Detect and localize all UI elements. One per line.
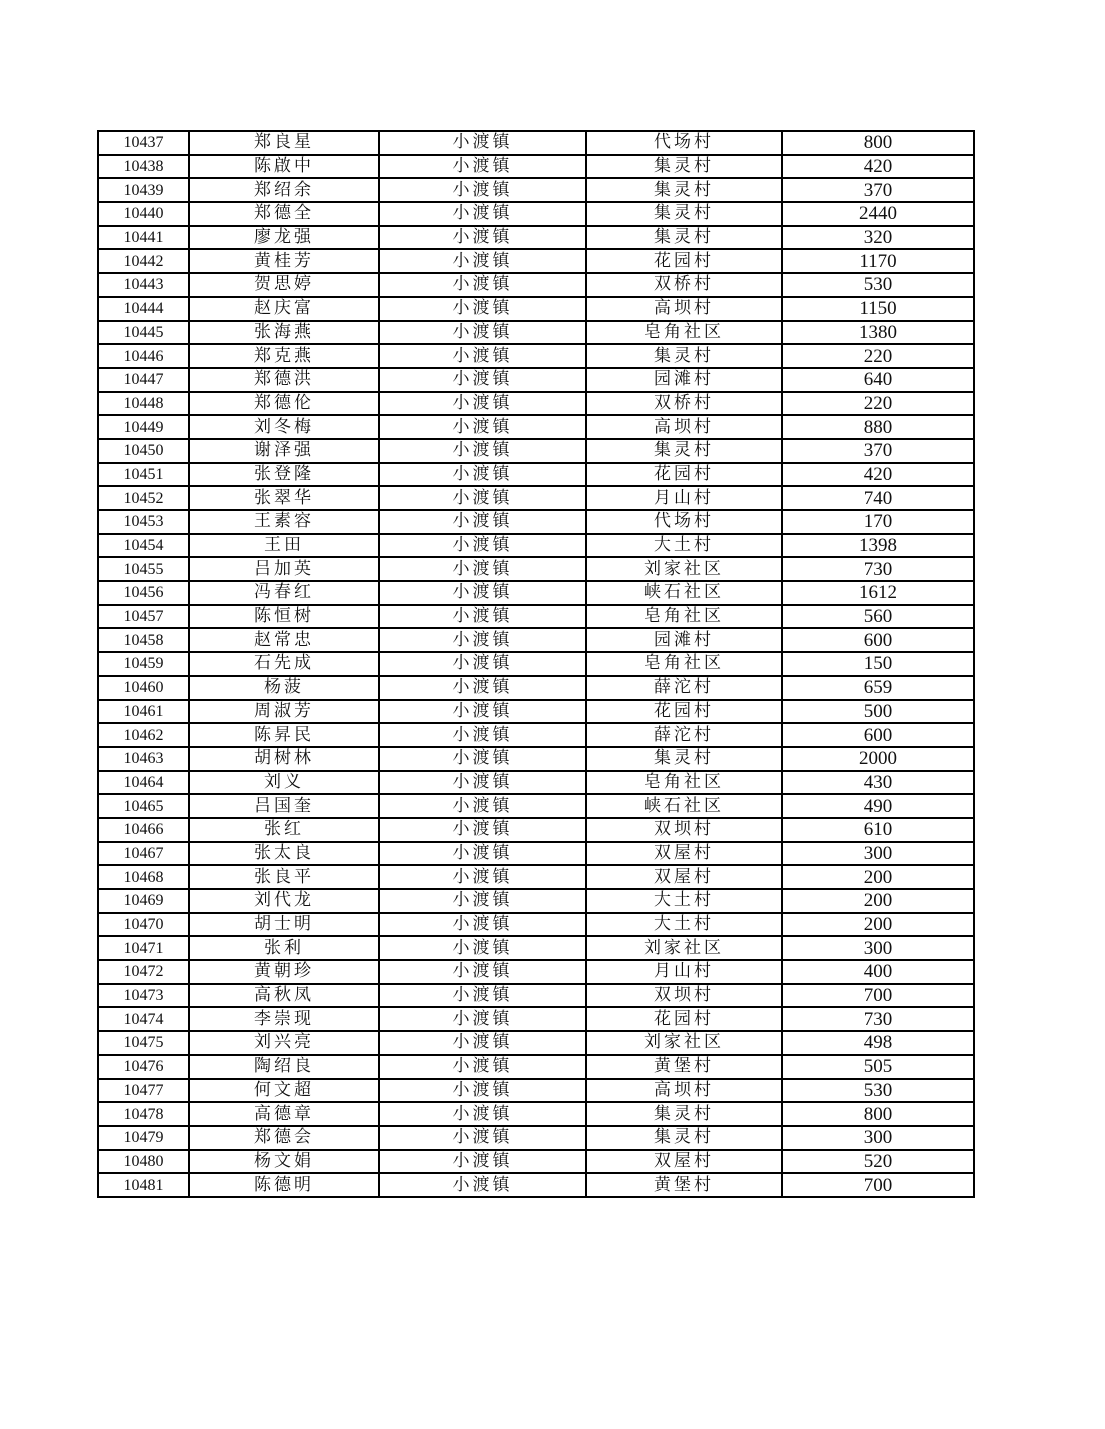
table-row	[98, 463, 974, 487]
amount-cell: 530	[782, 273, 974, 297]
table-row	[98, 889, 974, 913]
table-row	[98, 960, 974, 984]
amount-cell: 1380	[782, 321, 974, 345]
village-cell: 刘家社区	[586, 936, 782, 960]
town-cell: 小渡镇	[379, 297, 586, 321]
row-id-cell: 10460	[98, 676, 189, 700]
row-id-cell: 10479	[98, 1126, 189, 1150]
town-cell: 小渡镇	[379, 1102, 586, 1126]
town-cell: 小渡镇	[379, 747, 586, 771]
amount-cell: 200	[782, 913, 974, 937]
town-cell: 小渡镇	[379, 581, 586, 605]
village-cell: 集灵村	[586, 1102, 782, 1126]
table-row	[98, 131, 974, 155]
data-table	[97, 130, 975, 1198]
amount-cell: 740	[782, 486, 974, 510]
table-row	[98, 368, 974, 392]
town-cell: 小渡镇	[379, 392, 586, 416]
village-cell: 月山村	[586, 486, 782, 510]
table-row	[98, 676, 974, 700]
village-cell: 双屋村	[586, 865, 782, 889]
amount-cell: 370	[782, 178, 974, 202]
town-cell: 小渡镇	[379, 226, 586, 250]
town-cell: 小渡镇	[379, 700, 586, 724]
name-cell: 陈德明	[189, 1173, 379, 1197]
amount-cell: 400	[782, 960, 974, 984]
amount-cell: 600	[782, 723, 974, 747]
town-cell: 小渡镇	[379, 273, 586, 297]
town-cell: 小渡镇	[379, 771, 586, 795]
amount-cell: 600	[782, 628, 974, 652]
amount-cell: 730	[782, 1007, 974, 1031]
name-cell: 王素容	[189, 510, 379, 534]
row-id-cell: 10450	[98, 439, 189, 463]
village-cell: 皂角社区	[586, 605, 782, 629]
name-cell: 刘代龙	[189, 889, 379, 913]
village-cell: 双屋村	[586, 842, 782, 866]
village-cell: 花园村	[586, 700, 782, 724]
name-cell: 张太良	[189, 842, 379, 866]
village-cell: 双坝村	[586, 818, 782, 842]
name-cell: 郑良星	[189, 131, 379, 155]
amount-cell: 800	[782, 1102, 974, 1126]
village-cell: 集灵村	[586, 178, 782, 202]
name-cell: 郑德伦	[189, 392, 379, 416]
town-cell: 小渡镇	[379, 889, 586, 913]
town-cell: 小渡镇	[379, 155, 586, 179]
town-cell: 小渡镇	[379, 628, 586, 652]
town-cell: 小渡镇	[379, 202, 586, 226]
row-id-cell: 10443	[98, 273, 189, 297]
row-id-cell: 10476	[98, 1055, 189, 1079]
village-cell: 集灵村	[586, 344, 782, 368]
town-cell: 小渡镇	[379, 605, 586, 629]
amount-cell: 500	[782, 700, 974, 724]
row-id-cell: 10459	[98, 652, 189, 676]
village-cell: 花园村	[586, 249, 782, 273]
table-row	[98, 557, 974, 581]
amount-cell: 2440	[782, 202, 974, 226]
town-cell: 小渡镇	[379, 652, 586, 676]
amount-cell: 700	[782, 984, 974, 1008]
town-cell: 小渡镇	[379, 439, 586, 463]
table-row	[98, 1031, 974, 1055]
village-cell: 高坝村	[586, 415, 782, 439]
row-id-cell: 10438	[98, 155, 189, 179]
town-cell: 小渡镇	[379, 415, 586, 439]
name-cell: 张红	[189, 818, 379, 842]
amount-cell: 420	[782, 463, 974, 487]
village-cell: 双桥村	[586, 392, 782, 416]
table-row	[98, 178, 974, 202]
row-id-cell: 10466	[98, 818, 189, 842]
town-cell: 小渡镇	[379, 913, 586, 937]
table-row	[98, 1102, 974, 1126]
amount-cell: 170	[782, 510, 974, 534]
amount-cell: 730	[782, 557, 974, 581]
name-cell: 冯春红	[189, 581, 379, 605]
amount-cell: 200	[782, 889, 974, 913]
name-cell: 高秋凤	[189, 984, 379, 1008]
town-cell: 小渡镇	[379, 1150, 586, 1174]
table-row	[98, 510, 974, 534]
village-cell: 刘家社区	[586, 1031, 782, 1055]
town-cell: 小渡镇	[379, 131, 586, 155]
row-id-cell: 10440	[98, 202, 189, 226]
table-row	[98, 771, 974, 795]
amount-cell: 300	[782, 936, 974, 960]
table-row	[98, 605, 974, 629]
amount-cell: 640	[782, 368, 974, 392]
name-cell: 吕国奎	[189, 794, 379, 818]
row-id-cell: 10470	[98, 913, 189, 937]
row-id-cell: 10447	[98, 368, 189, 392]
village-cell: 皂角社区	[586, 771, 782, 795]
village-cell: 集灵村	[586, 439, 782, 463]
village-cell: 园滩村	[586, 368, 782, 392]
village-cell: 黄堡村	[586, 1055, 782, 1079]
row-id-cell: 10453	[98, 510, 189, 534]
table-body	[98, 131, 974, 1197]
row-id-cell: 10463	[98, 747, 189, 771]
name-cell: 杨菠	[189, 676, 379, 700]
amount-cell: 505	[782, 1055, 974, 1079]
name-cell: 胡士明	[189, 913, 379, 937]
amount-cell: 530	[782, 1079, 974, 1103]
town-cell: 小渡镇	[379, 936, 586, 960]
village-cell: 集灵村	[586, 226, 782, 250]
name-cell: 郑绍余	[189, 178, 379, 202]
amount-cell: 220	[782, 392, 974, 416]
amount-cell: 880	[782, 415, 974, 439]
name-cell: 陈昇民	[189, 723, 379, 747]
name-cell: 周淑芳	[189, 700, 379, 724]
table-row	[98, 984, 974, 1008]
row-id-cell: 10455	[98, 557, 189, 581]
table-row	[98, 344, 974, 368]
village-cell: 薛沱村	[586, 723, 782, 747]
village-cell: 黄堡村	[586, 1173, 782, 1197]
table-row	[98, 842, 974, 866]
name-cell: 杨文娟	[189, 1150, 379, 1174]
village-cell: 代场村	[586, 131, 782, 155]
amount-cell: 560	[782, 605, 974, 629]
amount-cell: 800	[782, 131, 974, 155]
village-cell: 高坝村	[586, 297, 782, 321]
table-row	[98, 1079, 974, 1103]
amount-cell: 520	[782, 1150, 974, 1174]
table-row	[98, 581, 974, 605]
row-id-cell: 10474	[98, 1007, 189, 1031]
village-cell: 集灵村	[586, 202, 782, 226]
town-cell: 小渡镇	[379, 676, 586, 700]
village-cell: 花园村	[586, 1007, 782, 1031]
row-id-cell: 10481	[98, 1173, 189, 1197]
name-cell: 贺思婷	[189, 273, 379, 297]
town-cell: 小渡镇	[379, 486, 586, 510]
town-cell: 小渡镇	[379, 534, 586, 558]
town-cell: 小渡镇	[379, 865, 586, 889]
row-id-cell: 10468	[98, 865, 189, 889]
village-cell: 集灵村	[586, 747, 782, 771]
village-cell: 薛沱村	[586, 676, 782, 700]
town-cell: 小渡镇	[379, 723, 586, 747]
table-row	[98, 534, 974, 558]
row-id-cell: 10457	[98, 605, 189, 629]
table-row	[98, 202, 974, 226]
name-cell: 郑德会	[189, 1126, 379, 1150]
row-id-cell: 10472	[98, 960, 189, 984]
town-cell: 小渡镇	[379, 178, 586, 202]
row-id-cell: 10471	[98, 936, 189, 960]
row-id-cell: 10464	[98, 771, 189, 795]
row-id-cell: 10475	[98, 1031, 189, 1055]
amount-cell: 300	[782, 1126, 974, 1150]
town-cell: 小渡镇	[379, 1031, 586, 1055]
row-id-cell: 10458	[98, 628, 189, 652]
town-cell: 小渡镇	[379, 1079, 586, 1103]
name-cell: 高德章	[189, 1102, 379, 1126]
town-cell: 小渡镇	[379, 368, 586, 392]
name-cell: 何文超	[189, 1079, 379, 1103]
name-cell: 谢泽强	[189, 439, 379, 463]
amount-cell: 220	[782, 344, 974, 368]
amount-cell: 2000	[782, 747, 974, 771]
table-row	[98, 226, 974, 250]
amount-cell: 430	[782, 771, 974, 795]
name-cell: 胡树林	[189, 747, 379, 771]
name-cell: 刘冬梅	[189, 415, 379, 439]
name-cell: 黄朝珍	[189, 960, 379, 984]
table-row	[98, 1126, 974, 1150]
amount-cell: 490	[782, 794, 974, 818]
row-id-cell: 10454	[98, 534, 189, 558]
amount-cell: 420	[782, 155, 974, 179]
row-id-cell: 10478	[98, 1102, 189, 1126]
name-cell: 赵庆富	[189, 297, 379, 321]
amount-cell: 1612	[782, 581, 974, 605]
name-cell: 陈恒树	[189, 605, 379, 629]
town-cell: 小渡镇	[379, 510, 586, 534]
name-cell: 郑德洪	[189, 368, 379, 392]
amount-cell: 370	[782, 439, 974, 463]
amount-cell: 300	[782, 842, 974, 866]
town-cell: 小渡镇	[379, 960, 586, 984]
name-cell: 廖龙强	[189, 226, 379, 250]
table-row	[98, 818, 974, 842]
town-cell: 小渡镇	[379, 321, 586, 345]
village-cell: 峡石社区	[586, 581, 782, 605]
table-row	[98, 439, 974, 463]
town-cell: 小渡镇	[379, 1055, 586, 1079]
town-cell: 小渡镇	[379, 984, 586, 1008]
table-row	[98, 321, 974, 345]
table-row	[98, 297, 974, 321]
row-id-cell: 10462	[98, 723, 189, 747]
table-row	[98, 415, 974, 439]
name-cell: 郑德全	[189, 202, 379, 226]
village-cell: 双坝村	[586, 984, 782, 1008]
name-cell: 张翠华	[189, 486, 379, 510]
row-id-cell: 10480	[98, 1150, 189, 1174]
table-row	[98, 1173, 974, 1197]
village-cell: 大土村	[586, 889, 782, 913]
town-cell: 小渡镇	[379, 794, 586, 818]
table-row	[98, 249, 974, 273]
town-cell: 小渡镇	[379, 463, 586, 487]
name-cell: 张登隆	[189, 463, 379, 487]
table-row	[98, 747, 974, 771]
amount-cell: 150	[782, 652, 974, 676]
amount-cell: 320	[782, 226, 974, 250]
row-id-cell: 10437	[98, 131, 189, 155]
village-cell: 皂角社区	[586, 652, 782, 676]
row-id-cell: 10439	[98, 178, 189, 202]
table-row	[98, 1007, 974, 1031]
row-id-cell: 10441	[98, 226, 189, 250]
table-row	[98, 936, 974, 960]
name-cell: 刘兴亮	[189, 1031, 379, 1055]
name-cell: 吕加英	[189, 557, 379, 581]
name-cell: 张利	[189, 936, 379, 960]
village-cell: 皂角社区	[586, 321, 782, 345]
row-id-cell: 10456	[98, 581, 189, 605]
row-id-cell: 10473	[98, 984, 189, 1008]
town-cell: 小渡镇	[379, 818, 586, 842]
table-row	[98, 652, 974, 676]
name-cell: 石先成	[189, 652, 379, 676]
row-id-cell: 10477	[98, 1079, 189, 1103]
name-cell: 郑克燕	[189, 344, 379, 368]
row-id-cell: 10452	[98, 486, 189, 510]
table-row	[98, 1150, 974, 1174]
row-id-cell: 10449	[98, 415, 189, 439]
amount-cell: 610	[782, 818, 974, 842]
row-id-cell: 10448	[98, 392, 189, 416]
table-row	[98, 155, 974, 179]
town-cell: 小渡镇	[379, 557, 586, 581]
village-cell: 园滩村	[586, 628, 782, 652]
name-cell: 黄桂芳	[189, 249, 379, 273]
row-id-cell: 10465	[98, 794, 189, 818]
name-cell: 张海燕	[189, 321, 379, 345]
amount-cell: 659	[782, 676, 974, 700]
village-cell: 刘家社区	[586, 557, 782, 581]
village-cell: 双屋村	[586, 1150, 782, 1174]
amount-cell: 1150	[782, 297, 974, 321]
name-cell: 刘义	[189, 771, 379, 795]
amount-cell: 1398	[782, 534, 974, 558]
row-id-cell: 10451	[98, 463, 189, 487]
table-row	[98, 723, 974, 747]
table-row	[98, 628, 974, 652]
table-row	[98, 700, 974, 724]
name-cell: 陶绍良	[189, 1055, 379, 1079]
table-row	[98, 1055, 974, 1079]
row-id-cell: 10444	[98, 297, 189, 321]
table-row	[98, 865, 974, 889]
amount-cell: 498	[782, 1031, 974, 1055]
town-cell: 小渡镇	[379, 1007, 586, 1031]
amount-cell: 200	[782, 865, 974, 889]
row-id-cell: 10467	[98, 842, 189, 866]
village-cell: 峡石社区	[586, 794, 782, 818]
table-row	[98, 913, 974, 937]
row-id-cell: 10446	[98, 344, 189, 368]
town-cell: 小渡镇	[379, 249, 586, 273]
town-cell: 小渡镇	[379, 1126, 586, 1150]
town-cell: 小渡镇	[379, 1173, 586, 1197]
row-id-cell: 10442	[98, 249, 189, 273]
name-cell: 张良平	[189, 865, 379, 889]
table-row	[98, 794, 974, 818]
table-row	[98, 392, 974, 416]
village-cell: 大土村	[586, 534, 782, 558]
village-cell: 高坝村	[586, 1079, 782, 1103]
row-id-cell: 10461	[98, 700, 189, 724]
town-cell: 小渡镇	[379, 344, 586, 368]
row-id-cell: 10445	[98, 321, 189, 345]
village-cell: 集灵村	[586, 155, 782, 179]
name-cell: 李崇现	[189, 1007, 379, 1031]
village-cell: 大土村	[586, 913, 782, 937]
name-cell: 王田	[189, 534, 379, 558]
village-cell: 代场村	[586, 510, 782, 534]
amount-cell: 700	[782, 1173, 974, 1197]
village-cell: 花园村	[586, 463, 782, 487]
name-cell: 赵常忠	[189, 628, 379, 652]
town-cell: 小渡镇	[379, 842, 586, 866]
name-cell: 陈啟中	[189, 155, 379, 179]
amount-cell: 1170	[782, 249, 974, 273]
table-row	[98, 486, 974, 510]
village-cell: 集灵村	[586, 1126, 782, 1150]
village-cell: 月山村	[586, 960, 782, 984]
row-id-cell: 10469	[98, 889, 189, 913]
table-row	[98, 273, 974, 297]
village-cell: 双桥村	[586, 273, 782, 297]
